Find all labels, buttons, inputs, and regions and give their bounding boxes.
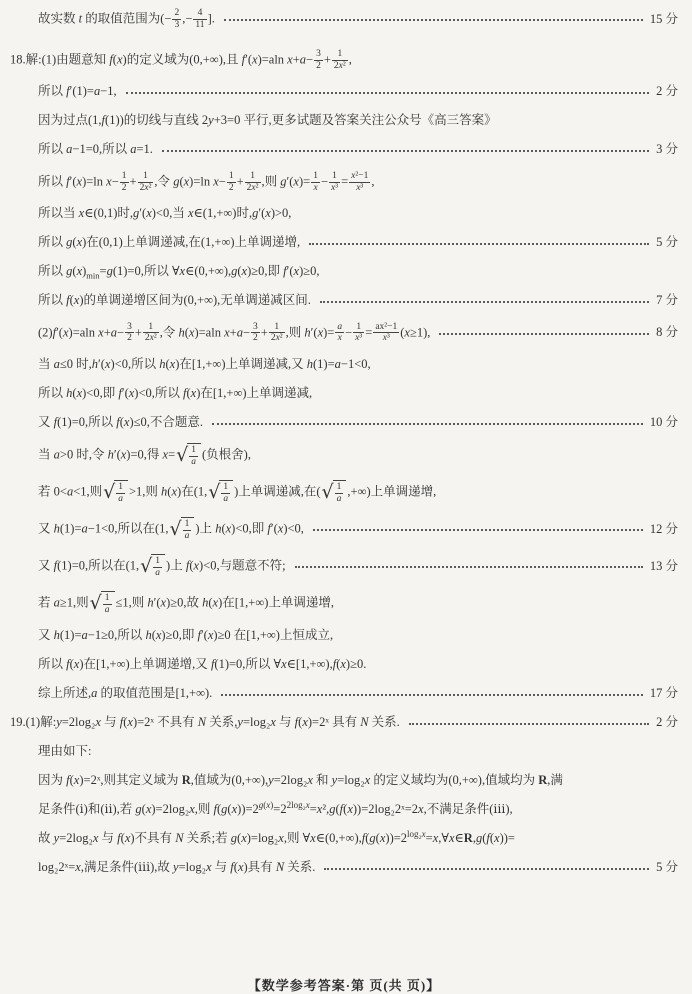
solution-line xyxy=(10,480,678,505)
line-text: 又 h(1)=a−1<0,所以在(1, √ 1 a )上 h(x)<0,即 f′(x)<0, xyxy=(38,517,304,541)
score-label: 17 分 xyxy=(649,686,678,701)
solution-line xyxy=(10,322,678,345)
dotted-leader xyxy=(324,868,649,870)
dotted-leader xyxy=(309,243,649,245)
score-label: 10 分 xyxy=(649,415,678,430)
line-text: 又 h(1)=a−1≥0,所以 h(x)≥0,即 f′(x)≥0 在[1,+∞)上恒成立, xyxy=(38,628,334,643)
solution-line xyxy=(10,831,678,848)
line-text: 所以 $g(x)_{min}=g(1)=0$,所以 ∀x∈(0,+∞),g(x)≥0,即 f′(x)≥0, xyxy=(38,264,320,281)
dotted-leader xyxy=(320,301,649,303)
line-text: 当 a>0 时,令 h′(x)=0,得 x= √ 1 a (负根舍), xyxy=(38,444,251,468)
solution-line xyxy=(10,443,678,468)
solution-line xyxy=(10,773,678,790)
score-label: 3 分 xyxy=(656,142,678,157)
solution-line xyxy=(10,686,678,703)
line-text: log₂2ˣ=x,满足条件(ⅲ),故 y=log₂x 与 f(x)具有 N 关系. xyxy=(38,860,316,875)
line-text: 19.(1)解:y=2log₂x 与 f(x)=2ˣ 不具有 N 关系,y=log₂x 与 f(x)=2ˣ 具有 N 关系. xyxy=(10,715,400,730)
solution-lines xyxy=(10,8,678,975)
line-text: 所以当 x∈(0,1)时,g′(x)<0,当 x∈(1,+∞)时,g′(x)>0, xyxy=(38,206,292,221)
line-text: 18.解:(1)由题意知 f(x)的定义域为(0,+∞),且 f′(x)=aln x+a− $\frac{3}{2}$ + $\frac{1}{\text{2x²}}$ , xyxy=(10,48,352,71)
solution-line xyxy=(10,802,678,819)
score-label: 8 分 xyxy=(656,325,678,340)
line-text: 当 a≤0 时,h′(x)<0,所以 h(x)在[1,+∞)上单调递减,又 h(1)=a−1<0, xyxy=(38,357,371,372)
line-text: 所以 f(x)的单调递增区间为(0,+∞),无单调递减区间. xyxy=(38,293,311,308)
solution-line xyxy=(10,293,678,310)
line-text: 理由如下: xyxy=(38,744,92,759)
dotted-leader xyxy=(409,723,649,725)
score-label: 12 分 xyxy=(649,521,678,536)
solution-line xyxy=(10,142,678,159)
solution-line xyxy=(10,264,678,281)
line-text: 若 a≥1,则 √ 1 a ≤1,则 h′(x)≥0,故 h(x)在[1,+∞)上单调递增, xyxy=(38,591,335,615)
solution-line xyxy=(10,715,678,732)
score-label: 5 分 xyxy=(656,235,678,250)
solution-line xyxy=(10,744,678,761)
line-text: (2)f′(x)=aln x+a− $\frac{3}{2}$ + $\frac{1}{\text{2x²}}$ ,令 h(x)=aln x+a− $\frac{3}{2}$ + $\frac{1}{\text{2x²}}$ ,则 h′(x)= $\frac{a}{x}$ − $\frac{1}{\text{x³}}$ = $\frac{\text{ax²−1}}{\text{x³}}$ (x≥1), xyxy=(38,321,431,344)
line-text: 足条件(ⅰ)和(ⅱ),若 g(x)=2log₂x,则 $f(g(x))=2^{g(x)}=2^{2log_2x}=x^2,g(f(x))=2\log_22ˣ=2x$,不满足条件(ⅲ), xyxy=(38,800,513,817)
solution-line xyxy=(10,49,678,72)
line-text: 所以 g(x)在(0,1)上单调递减,在(1,+∞)上单调递增, xyxy=(38,235,301,250)
score-label: 2 分 xyxy=(656,84,678,99)
line-text: 所以 a−1=0,所以 a=1. xyxy=(38,142,153,157)
dotted-leader xyxy=(439,333,649,335)
solution-line xyxy=(10,206,678,223)
solution-line xyxy=(10,591,678,616)
solution-line xyxy=(10,860,678,877)
line-text: 又 f(1)=0,所以 f(x)≤0,不合题意. xyxy=(38,415,203,430)
dotted-leader xyxy=(126,92,649,94)
line-text: 所以 f′(x)=ln x− $\frac{1}{2}$ + $\frac{1}{\text{2x²}}$ ,令 g(x)=ln x− $\frac{1}{2}$ + $\frac{1}{\text{2x²}}$ ,则 g′(x)= $\frac{1}{x}$ − $\frac{1}{\text{x³}}$ = $\frac{\text{x²−1}}{\text{x³}}$ , xyxy=(38,170,375,193)
dotted-leader xyxy=(162,150,649,152)
dotted-leader xyxy=(295,566,643,568)
solution-line xyxy=(10,554,678,579)
line-text: 故实数 t 的取值范围为(− $\frac{2}{3}$ ,− $\frac{4}{11}$ ]. xyxy=(38,8,215,30)
footer-text: 【数学参考答案·第 页(共 页)】 xyxy=(247,978,441,993)
solution-line xyxy=(10,235,678,252)
solution-line xyxy=(10,517,678,542)
line-text: 所以 f(x)在[1,+∞)上单调递增,又 f(1)=0,所以 ∀x∈[1,+∞),f(x)≥0. xyxy=(38,657,367,672)
score-label: 5 分 xyxy=(656,860,678,875)
line-text: 综上所述,a 的取值范围是[1,+∞). xyxy=(38,686,213,701)
solution-line xyxy=(10,628,678,645)
dotted-leader xyxy=(224,19,643,21)
solution-line xyxy=(10,8,678,31)
score-label: 13 分 xyxy=(649,558,678,573)
score-label: 2 分 xyxy=(656,715,678,730)
solution-line xyxy=(10,113,678,130)
solution-line xyxy=(10,385,678,402)
page-footer xyxy=(10,975,678,993)
line-text: 若 0<a<1,则 √ 1 a >1,则 h(x)在(1, √ 1 a )上单调递减,在( √ 1 a ,+∞)上单调递增, xyxy=(38,481,437,505)
score-label: 7 分 xyxy=(656,293,678,308)
solution-line xyxy=(10,414,678,431)
line-text: 又 f(1)=0,所以在(1, √ 1 a )上 f(x)<0,与题意不符; xyxy=(38,554,286,578)
score-label: 15 分 xyxy=(649,11,678,26)
dotted-leader xyxy=(221,694,643,696)
line-text: 故 y=2log₂x 与 f(x)不具有 N 关系;若 g(x)=log₂x,则 $\forall x\in(0,+\infty),f(g(x))=2^{log_2x}=x,\forall x\in R,g(f(x))=$ xyxy=(38,829,515,846)
line-text: 因为 f(x)=2ˣ,则其定义域为 R,值域为(0,+∞),y=2log₂x 和 y=log₂x 的定义域均为(0,+∞),值域均为 R,满 xyxy=(38,773,563,788)
line-text: 所以 f′(1)=a−1, xyxy=(38,84,117,99)
line-text: 所以 h(x)<0,即 f′(x)<0,所以 f(x)在[1,+∞)上单调递减, xyxy=(38,386,313,401)
dotted-leader xyxy=(212,423,643,425)
solution-line xyxy=(10,171,678,194)
solution-line xyxy=(10,356,678,373)
solution-line xyxy=(10,84,678,101)
line-text: 因为过点(1,f(1))的切线与直线 2y+3=0 平行,更多试题及答案关注公众号《高三答案》 xyxy=(38,113,497,128)
dotted-leader xyxy=(313,529,643,531)
solution-line xyxy=(10,657,678,674)
